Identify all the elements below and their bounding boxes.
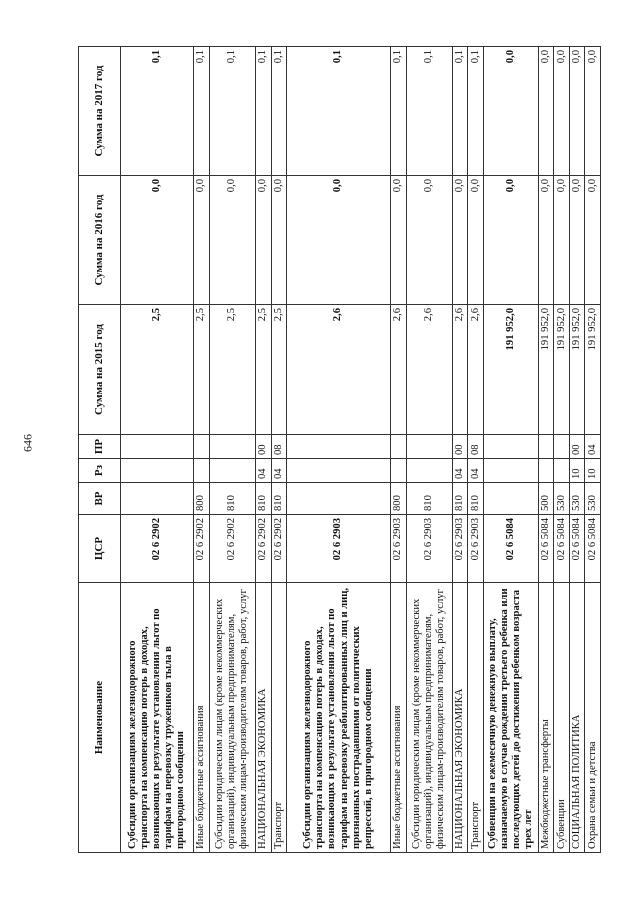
cell-sum-2016: 0,0: [391, 176, 406, 305]
cell-pr: [406, 435, 452, 459]
cell-sum-2016: 0,0: [585, 176, 601, 305]
table-row: [406, 47, 452, 853]
cell-rz: [554, 459, 569, 483]
cell-name: Межбюджетные трансферты: [538, 583, 553, 853]
cell-name: Субсидии юридическим лицам (кроме некоммерческих организаций), индивидуальным предпринимателям, физическим лицам-производителям товаров, работ, услуг: [406, 583, 452, 853]
table-body: [121, 47, 601, 853]
cell-vr: 810: [452, 483, 467, 515]
table-row: [538, 47, 553, 853]
cell-sum-2016: 0,0: [121, 176, 194, 305]
cell-csr: 02 6 2903: [391, 515, 406, 583]
cell-sum-2016: 0,0: [538, 176, 553, 305]
table-row: [468, 47, 483, 853]
cell-csr: 02 6 5084: [538, 515, 553, 583]
cell-pr: [554, 435, 569, 459]
cell-vr: 530: [554, 483, 569, 515]
cell-rz: [406, 459, 452, 483]
header-sum-2017: Сумма на 2017 год: [79, 47, 121, 176]
cell-sum-2016: 0,0: [483, 176, 538, 305]
cell-sum-2017: 0,0: [585, 47, 601, 176]
cell-csr: 02 6 5084: [554, 515, 569, 583]
cell-sum-2016: 0,0: [209, 176, 255, 305]
header-vr: ВР: [79, 483, 121, 515]
cell-name: Субсидии организациям железнодорожного транспорта на компенсацию потерь в доходах, возникающих в результате установления льгот по тарифам на перевозку тружеников тыла в пригородном сообщении: [121, 583, 194, 853]
cell-csr: 02 6 2903: [286, 515, 390, 583]
cell-rz: [194, 459, 209, 483]
page-number: 646: [20, 434, 35, 452]
cell-sum-2015: 191 952,0: [483, 305, 538, 435]
cell-pr: 00: [569, 435, 584, 459]
cell-csr: 02 6 2903: [452, 515, 467, 583]
header-row: [79, 47, 121, 853]
cell-sum-2015: 191 952,0: [538, 305, 553, 435]
cell-vr: 800: [194, 483, 209, 515]
cell-name: СОЦИАЛЬНАЯ ПОЛИТИКА: [569, 583, 584, 853]
budget-table: [78, 46, 601, 853]
cell-pr: [209, 435, 255, 459]
cell-sum-2015: 2,5: [121, 305, 194, 435]
cell-sum-2016: 0,0: [554, 176, 569, 305]
cell-name: Субвенции: [554, 583, 569, 853]
cell-rz: [391, 459, 406, 483]
cell-sum-2015: 2,5: [271, 305, 286, 435]
cell-rz: 04: [468, 459, 483, 483]
cell-sum-2016: 0,0: [468, 176, 483, 305]
header-csr: ЦСР: [79, 515, 121, 583]
cell-sum-2017: 0,1: [406, 47, 452, 176]
cell-rz: 04: [256, 459, 271, 483]
cell-sum-2017: 0,1: [391, 47, 406, 176]
header-name: Наименование: [79, 583, 121, 853]
cell-csr: 02 6 2903: [406, 515, 452, 583]
cell-name: НАЦИОНАЛЬНАЯ ЭКОНОМИКА: [452, 583, 467, 853]
cell-rz: 04: [452, 459, 467, 483]
cell-sum-2017: 0,0: [483, 47, 538, 176]
table-row: [286, 47, 390, 853]
cell-sum-2015: 191 952,0: [569, 305, 584, 435]
cell-rz: 10: [585, 459, 601, 483]
table-row: [194, 47, 209, 853]
cell-sum-2017: 0,0: [569, 47, 584, 176]
cell-vr: 810: [406, 483, 452, 515]
cell-vr: [286, 483, 390, 515]
cell-sum-2017: 0,1: [286, 47, 390, 176]
table-row: [121, 47, 194, 853]
cell-rz: 04: [271, 459, 286, 483]
table-row: [452, 47, 467, 853]
cell-sum-2016: 0,0: [569, 176, 584, 305]
cell-name: Субсидии юридическим лицам (кроме некоммерческих организаций), индивидуальным предпринимателям, физическим лицам-производителям товаров, работ, услуг: [209, 583, 255, 853]
cell-name: Субсидии организациям железнодорожного транспорта на компенсацию потерь в доходах, возникающих в результате установления льгот по тарифам на перевозку реабилитированных лиц и лиц, признанных пострадавшими от политических репрессий, в пригородном сообщении: [286, 583, 390, 853]
table-row: [585, 47, 601, 853]
cell-sum-2017: 0,1: [452, 47, 467, 176]
cell-csr: 02 6 2903: [468, 515, 483, 583]
table-row: [483, 47, 538, 853]
cell-pr: [121, 435, 194, 459]
cell-csr: 02 6 2902: [121, 515, 194, 583]
table-row: [569, 47, 584, 853]
cell-vr: [121, 483, 194, 515]
cell-pr: [483, 435, 538, 459]
table-row: [554, 47, 569, 853]
cell-sum-2015: 2,6: [452, 305, 467, 435]
cell-name: Охрана семьи и детства: [585, 583, 601, 853]
cell-sum-2015: 191 952,0: [585, 305, 601, 435]
cell-sum-2015: 2,5: [256, 305, 271, 435]
cell-sum-2016: 0,0: [286, 176, 390, 305]
cell-csr: 02 6 5084: [483, 515, 538, 583]
table-row: [391, 47, 406, 853]
cell-sum-2017: 0,1: [209, 47, 255, 176]
cell-name: Иные бюджетные ассигнования: [194, 583, 209, 853]
cell-sum-2016: 0,0: [256, 176, 271, 305]
cell-pr: 08: [271, 435, 286, 459]
cell-sum-2016: 0,0: [452, 176, 467, 305]
cell-vr: [483, 483, 538, 515]
cell-sum-2015: 2,6: [406, 305, 452, 435]
cell-rz: [121, 459, 194, 483]
table-row: [209, 47, 255, 853]
cell-sum-2017: 0,1: [271, 47, 286, 176]
cell-sum-2017: 0,1: [121, 47, 194, 176]
cell-vr: 530: [585, 483, 601, 515]
table-row: [271, 47, 286, 853]
cell-csr: 02 6 2902: [209, 515, 255, 583]
cell-vr: 530: [569, 483, 584, 515]
cell-csr: 02 6 2902: [194, 515, 209, 583]
cell-sum-2015: 2,5: [209, 305, 255, 435]
cell-sum-2016: 0,0: [406, 176, 452, 305]
cell-vr: 810: [468, 483, 483, 515]
cell-pr: 04: [585, 435, 601, 459]
rotated-table-container: [78, 47, 601, 853]
header-sum-2015: Сумма на 2015 год: [79, 305, 121, 435]
cell-sum-2017: 0,0: [538, 47, 553, 176]
cell-name: НАЦИОНАЛЬНАЯ ЭКОНОМИКА: [256, 583, 271, 853]
cell-rz: [483, 459, 538, 483]
cell-csr: 02 6 5084: [585, 515, 601, 583]
header-pr: ПР: [79, 435, 121, 459]
cell-csr: 02 6 2902: [256, 515, 271, 583]
cell-pr: 08: [468, 435, 483, 459]
cell-name: Иные бюджетные ассигнования: [391, 583, 406, 853]
cell-vr: 800: [391, 483, 406, 515]
cell-sum-2017: 0,1: [194, 47, 209, 176]
cell-rz: [538, 459, 553, 483]
header-sum-2016: Сумма на 2016 год: [79, 176, 121, 305]
cell-csr: 02 6 5084: [569, 515, 584, 583]
cell-sum-2016: 0,0: [271, 176, 286, 305]
cell-vr: 810: [271, 483, 286, 515]
cell-sum-2015: 2,6: [468, 305, 483, 435]
cell-rz: [209, 459, 255, 483]
cell-vr: 810: [209, 483, 255, 515]
cell-pr: [194, 435, 209, 459]
cell-name: Транспорт: [271, 583, 286, 853]
cell-rz: [286, 459, 390, 483]
cell-vr: 500: [538, 483, 553, 515]
cell-vr: 810: [256, 483, 271, 515]
cell-sum-2015: 2,5: [194, 305, 209, 435]
cell-csr: 02 6 2902: [271, 515, 286, 583]
cell-name: Транспорт: [468, 583, 483, 853]
cell-sum-2015: 2,6: [391, 305, 406, 435]
cell-pr: 00: [452, 435, 467, 459]
cell-sum-2015: 191 952,0: [554, 305, 569, 435]
cell-name: Субвенции на ежемесячную денежную выплату, назначаемую в случае рождения третьего ребенка или последующих детей до достижения ребенком возраста трех лет: [483, 583, 538, 853]
cell-pr: 00: [256, 435, 271, 459]
cell-pr: [538, 435, 553, 459]
cell-sum-2015: 2,6: [286, 305, 390, 435]
cell-sum-2017: 0,1: [256, 47, 271, 176]
cell-sum-2017: 0,1: [468, 47, 483, 176]
cell-pr: [286, 435, 390, 459]
cell-sum-2016: 0,0: [194, 176, 209, 305]
cell-pr: [391, 435, 406, 459]
cell-sum-2017: 0,0: [554, 47, 569, 176]
table-row: [256, 47, 271, 853]
cell-rz: 10: [569, 459, 584, 483]
header-rz: Рз: [79, 459, 121, 483]
